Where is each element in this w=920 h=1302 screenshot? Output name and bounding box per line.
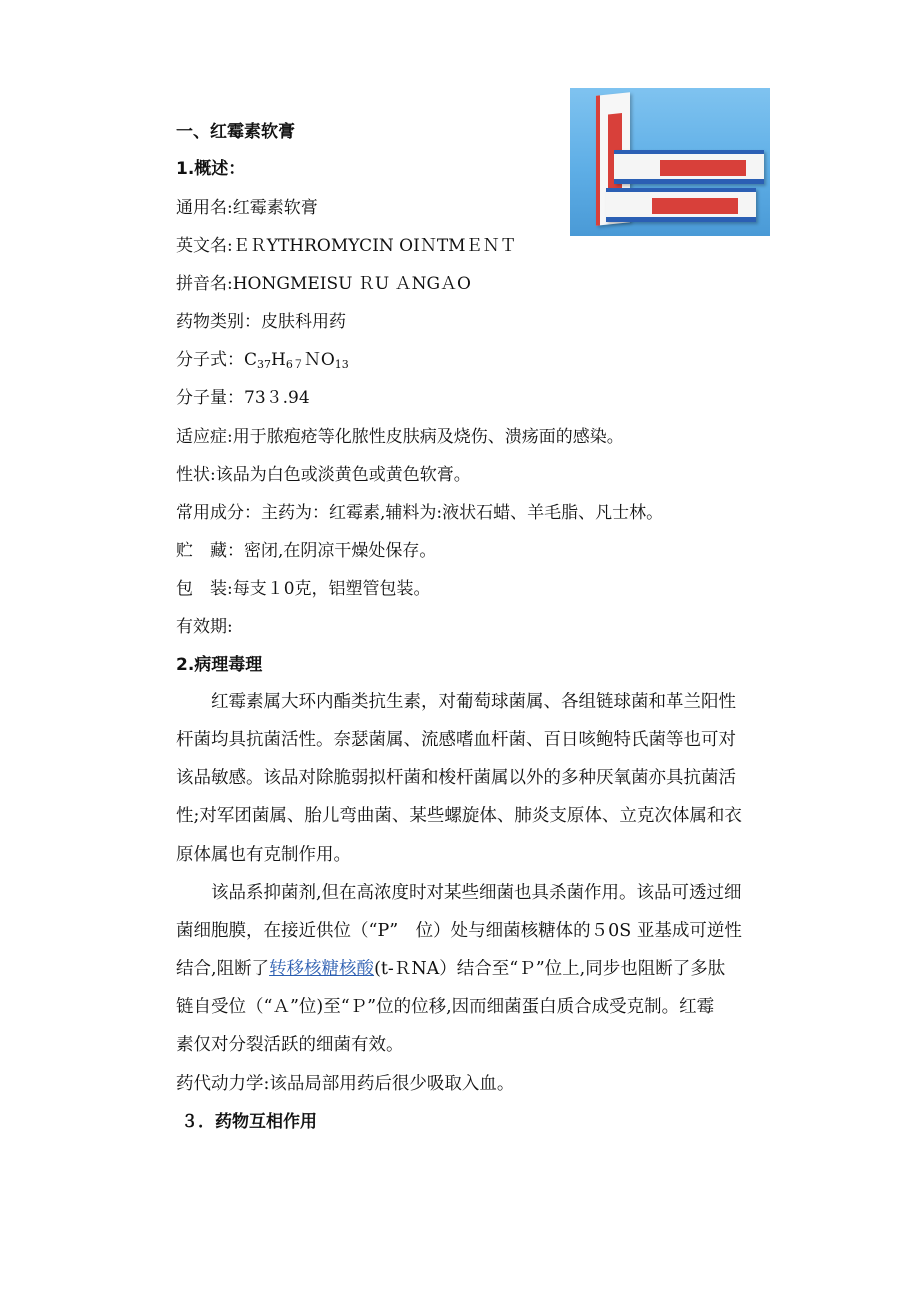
interactions-heading: ３．药物互相作用 xyxy=(181,1112,317,1132)
paragraph-line: 链自受位（“Ａ”位)至“Ｐ”位的位移,因而细菌蛋白质合成受克制。红霉 xyxy=(176,997,715,1017)
product-box-bottom xyxy=(606,188,756,222)
paragraph-line: 结合,阻断了转移核糖核酸(t-ＲNA）结合至“Ｐ”位上,同步也阻断了多肽 xyxy=(176,959,726,979)
overview-heading: 1.概述： xyxy=(176,159,246,179)
ingredients: 常用成分：主药为：红霉素,辅料为:液状石蜡、羊毛脂、凡士林。 xyxy=(176,503,664,523)
product-image xyxy=(570,88,770,236)
storage: 贮 藏：密闭,在阴凉干燥处保存。 xyxy=(176,541,437,561)
paragraph-line: 性;对军团菌属、胎儿弯曲菌、某些螺旋体、肺炎支原体、立克次体属和衣 xyxy=(176,806,742,826)
molecular-weight: 分子量：73３.94 xyxy=(176,388,310,408)
indications: 适应症:用于脓疱疮等化脓性皮肤病及烧伤、溃疡面的感染。 xyxy=(176,427,624,447)
drug-category: 药物类别：皮肤科用药 xyxy=(176,312,346,332)
validity: 有效期: xyxy=(176,617,233,637)
paragraph-line: 原体属也有克制作用。 xyxy=(176,845,351,865)
trna-link[interactable]: 转移核糖核酸 xyxy=(269,959,375,979)
paragraph-line: 素仅对分裂活跃的细菌有效。 xyxy=(176,1035,404,1055)
paragraph-line: 菌细胞膜，在接近供位（“P” 位）处与细菌核糖体的５0S 亚基成可逆性 xyxy=(176,921,742,941)
product-box-top xyxy=(614,150,764,184)
appearance: 性状:该品为白色或淡黄色或黄色软膏。 xyxy=(176,465,471,485)
pathology-heading: 2.病理毒理 xyxy=(176,655,263,675)
section-title: 一、红霉素软膏 xyxy=(176,122,295,142)
paragraph-line: 该品敏感。该品对除脆弱拟杆菌和梭杆菌属以外的多种厌氧菌亦具抗菌活 xyxy=(176,768,736,788)
paragraph-line: 该品系抑菌剂,但在高浓度时对某些细菌也具杀菌作用。该品可透过细 xyxy=(211,883,742,903)
english-name: 英文名:ＥＲYTHROMYCIN OIＮTMＥＮＴ xyxy=(176,236,517,256)
pharmacokinetics: 药代动力学:该品局部用药后很少吸取入血。 xyxy=(176,1074,515,1094)
pinyin-name: 拼音名:HONGMEISU ＲU ＡNGＡO xyxy=(176,274,471,294)
generic-name: 通用名:红霉素软膏 xyxy=(176,198,318,218)
paragraph-line: 杆菌均具抗菌活性。奈瑟菌属、流感嗜血杆菌、百日咳鲍特氏菌等也可对 xyxy=(176,730,736,750)
molecular-formula: 分子式：$C_{37}H_{67}NO_{13}$ xyxy=(176,350,349,371)
packaging: 包 装:每支１0克，铝塑管包装。 xyxy=(176,579,431,599)
paragraph-line: 红霉素属大环内酯类抗生素，对葡萄球菌属、各组链球菌和革兰阳性 xyxy=(211,692,736,712)
